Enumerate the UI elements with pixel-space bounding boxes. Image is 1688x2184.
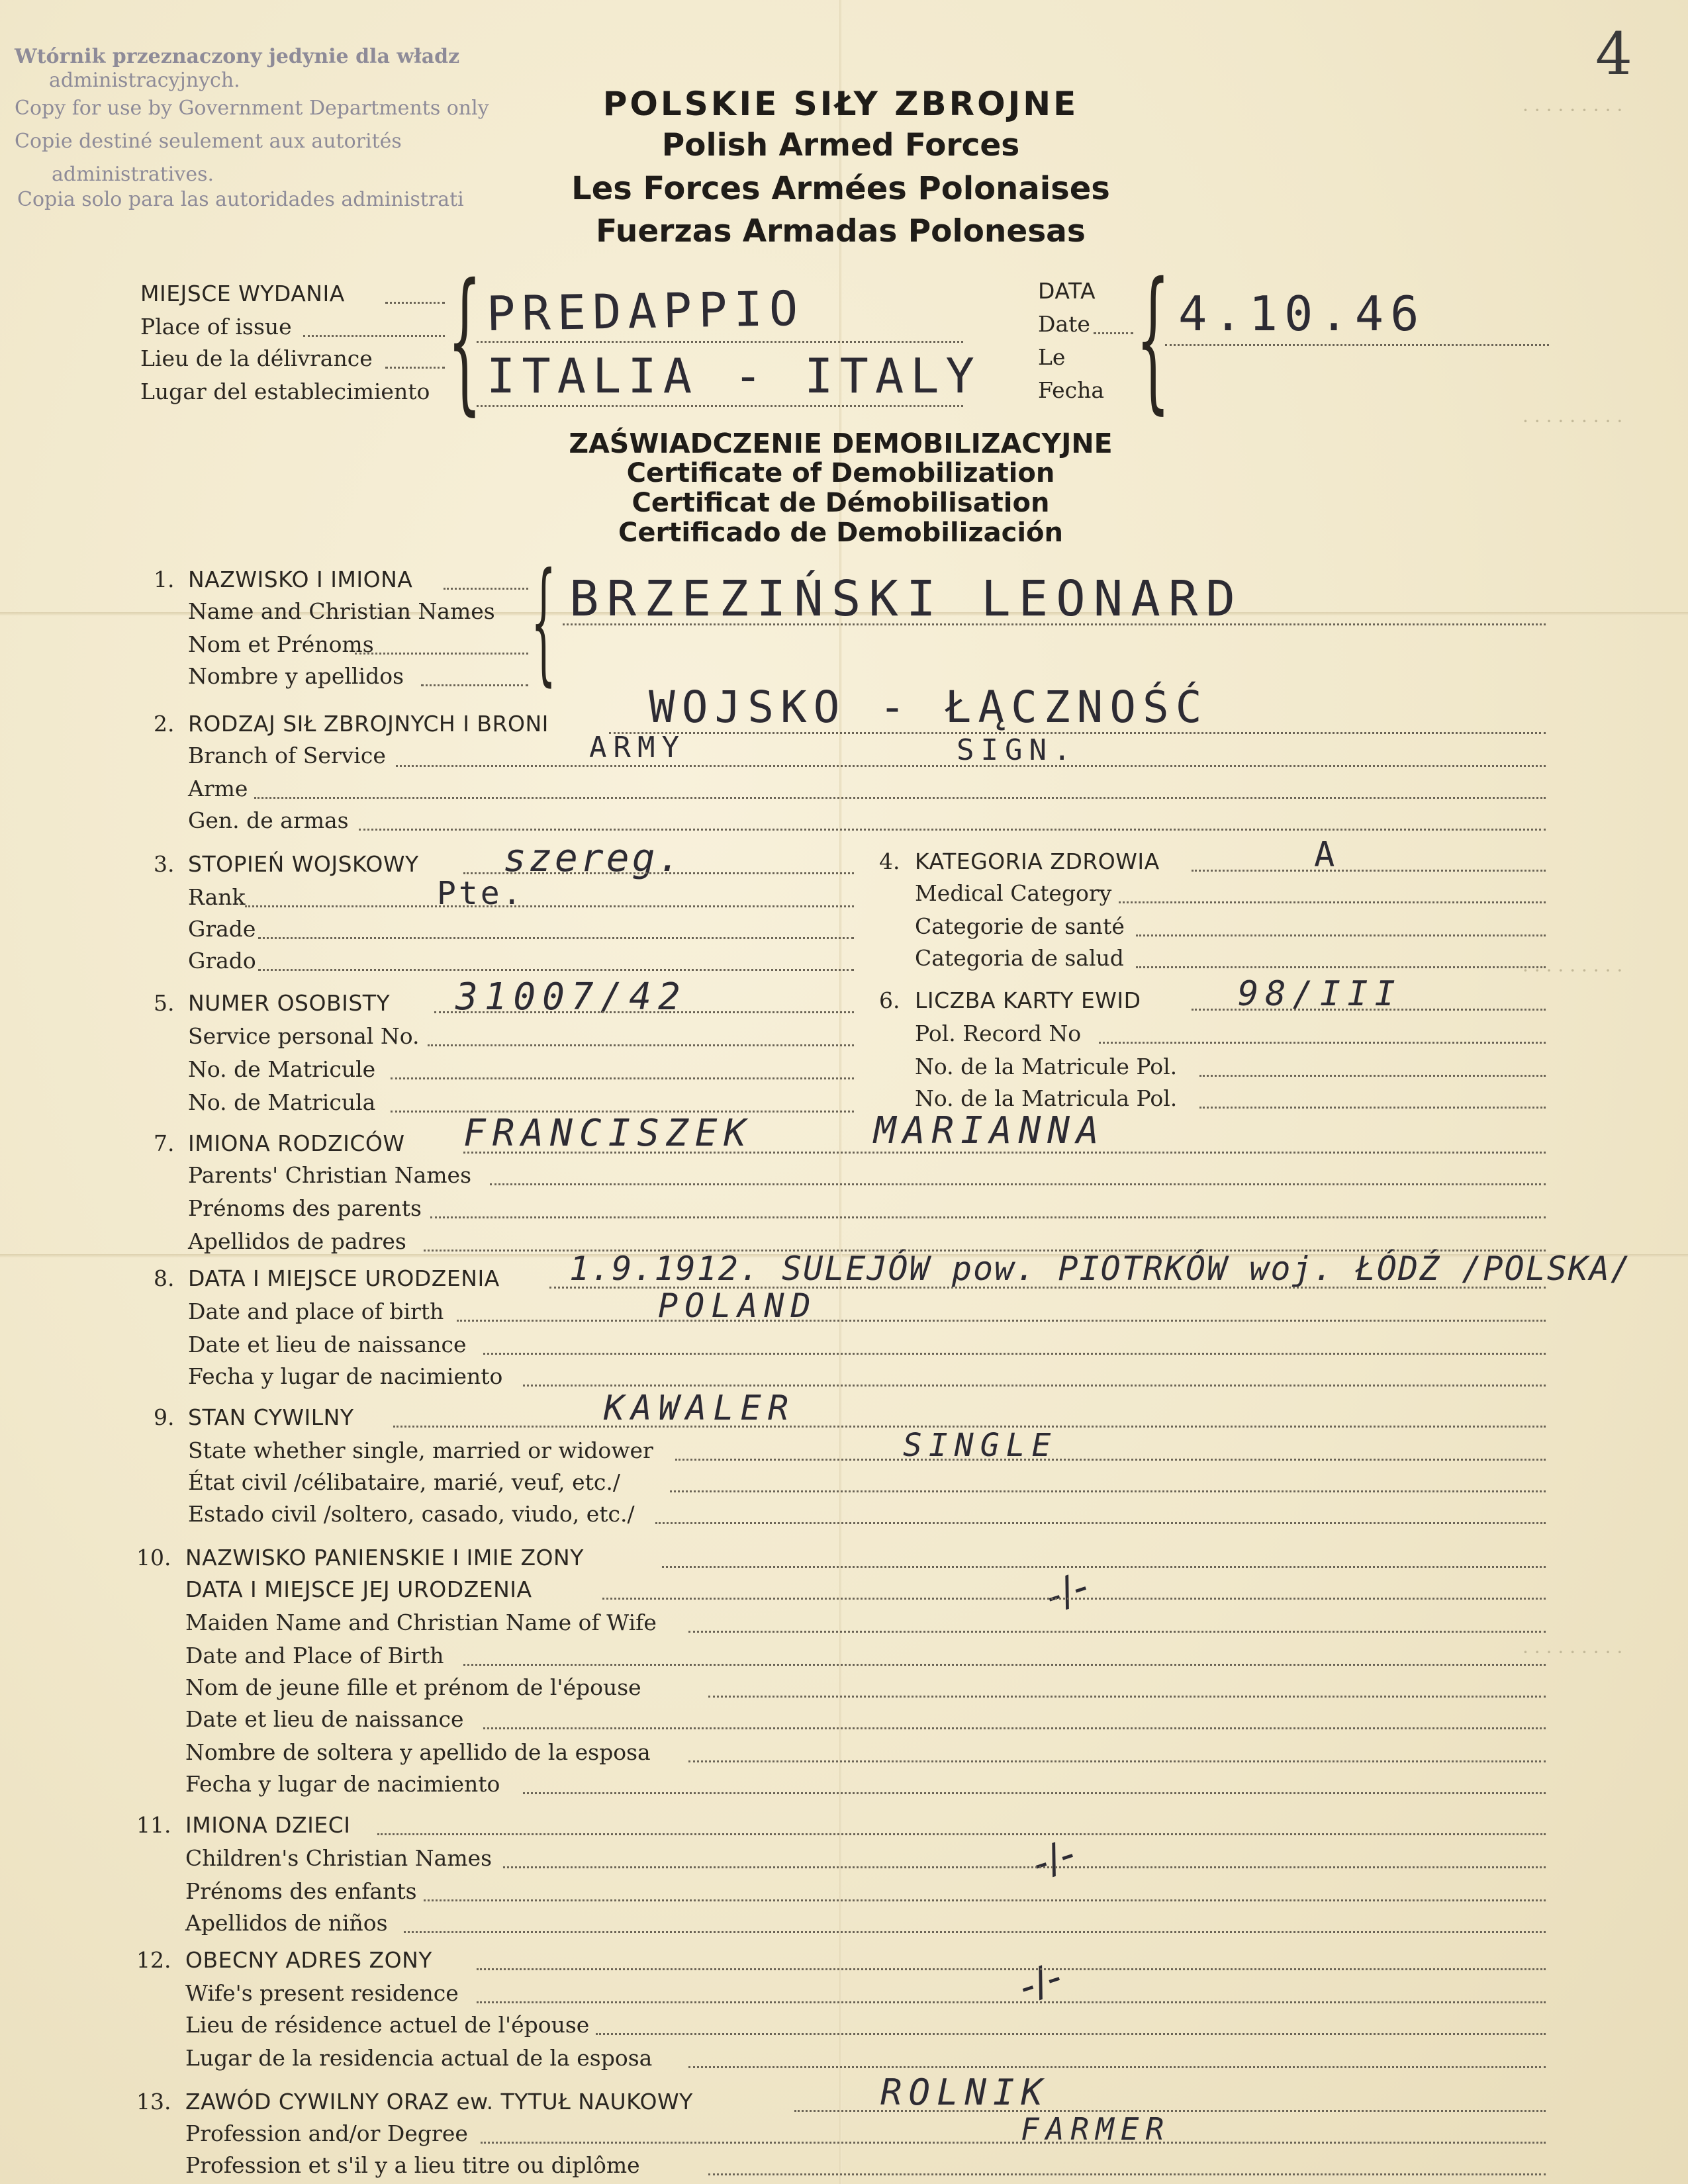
- field-label: Lugar de la residencia actual de la esposa: [185, 2045, 653, 2071]
- field-label: Grado: [188, 948, 256, 974]
- dotted-line: [245, 905, 854, 907]
- brace: {: [531, 545, 557, 699]
- field-label: MIEJSCE WYDANIA: [140, 281, 345, 306]
- dotted-line: [385, 302, 445, 304]
- field-number: 13.: [136, 2089, 171, 2115]
- field-label: DATA I MIEJSCE JEJ URODZENIA: [185, 1576, 532, 1602]
- branch-handwritten-english-1: ARMY: [589, 731, 686, 764]
- dotted-line: [421, 684, 528, 686]
- field-label: Lieu de résidence actuel de l'épouse: [185, 2012, 590, 2038]
- medical-category-handwritten: A: [1314, 835, 1342, 875]
- dotted-line: [602, 1598, 1546, 1600]
- field-label: NUMER OSOBISTY: [188, 990, 391, 1016]
- field-number: 9.: [154, 1404, 175, 1430]
- field-number: 5.: [154, 990, 175, 1016]
- field-label: DATA I MIEJSCE URODZENIA: [188, 1265, 500, 1291]
- paper-fold: [839, 0, 842, 2184]
- field-label: STOPIEŃ WOJSKOWY: [188, 851, 419, 877]
- dotted-line: [254, 797, 1546, 799]
- dotted-line: [483, 1353, 1546, 1355]
- not-applicable-mark: -/-: [1013, 1953, 1068, 2011]
- field-label: Pol. Record No: [915, 1021, 1082, 1046]
- marital-status-handwritten-english: SINGLE: [903, 1427, 1058, 1464]
- field-label: Estado civil /soltero, casado, viudo, etc./: [188, 1501, 635, 1527]
- dotted-line: [662, 1566, 1546, 1568]
- place-handwritten: PREDAPPIO: [486, 280, 805, 342]
- birth-country-handwritten: POLAND: [658, 1287, 818, 1325]
- field-label: Place of issue: [140, 314, 292, 340]
- certificate-title-english: Certificate of Demobilization: [626, 458, 1055, 488]
- not-applicable-mark: -/-: [1026, 1830, 1081, 1888]
- field-label: Prénoms des parents: [188, 1195, 422, 1221]
- dotted-line: [444, 588, 528, 590]
- field-label: Gen. de armas: [188, 807, 349, 833]
- dotted-line: [794, 2110, 1546, 2112]
- dotted-line: [355, 653, 528, 655]
- field-label: Fecha: [1038, 377, 1105, 403]
- dotted-line: [503, 1866, 1546, 1868]
- dotted-line: [428, 1044, 854, 1046]
- field-label: No. de Matricule: [188, 1056, 376, 1082]
- dotted-line: [1136, 966, 1546, 968]
- field-label: NAZWISKO PANIENSKIE I IMIE ZONY: [185, 1545, 584, 1570]
- field-number: 1.: [154, 567, 175, 592]
- field-label: Lieu de la délivrance: [140, 345, 373, 371]
- field-label: Categoria de salud: [915, 945, 1124, 971]
- field-number: 3.: [154, 851, 175, 877]
- dotted-line: [463, 872, 854, 874]
- dotted-line: [523, 1792, 1546, 1794]
- field-label: Nombre de soltera y apellido de la esposa: [185, 1739, 651, 1765]
- record-number-handwritten: 98/III: [1238, 974, 1402, 1014]
- dotted-line: [457, 1320, 1546, 1322]
- stamp-line: Wtórnik przeznaczony jedynie dla władz: [15, 45, 460, 68]
- field-label: Parents' Christian Names: [188, 1162, 472, 1188]
- dotted-line: [258, 969, 854, 971]
- bleed-through: · · · · · · · · ·: [1523, 99, 1623, 121]
- dotted-line: [481, 2142, 1546, 2144]
- field-label: KATEGORIA ZDROWIA: [915, 848, 1160, 874]
- dotted-line: [396, 765, 1546, 767]
- bleed-through: · · · · · · · · ·: [1523, 960, 1623, 981]
- dotted-line: [477, 1968, 1546, 1970]
- field-label: État civil /célibataire, marié, veuf, etc./: [188, 1469, 620, 1495]
- not-applicable-mark: -/-: [1039, 1563, 1094, 1621]
- dotted-line: [490, 1183, 1546, 1185]
- dotted-line: [688, 1760, 1546, 1762]
- dotted-line: [688, 2066, 1546, 2068]
- field-label: Profession et s'il y a lieu titre ou diplôme: [185, 2152, 640, 2178]
- dotted-line: [688, 1631, 1546, 1633]
- field-label: ZAWÓD CYWILNY ORAZ ew. TYTUŁ NAUKOWY: [185, 2089, 693, 2115]
- field-label: No. de la Matricula Pol.: [915, 1085, 1178, 1111]
- stamp-line: administratives.: [52, 163, 214, 186]
- stamp-line: Copia solo para las autoridades administrati: [17, 188, 464, 211]
- field-label: IMIONA DZIECI: [185, 1812, 351, 1838]
- dotted-line: [549, 1287, 1546, 1289]
- father-name-handwritten: FRANCISZEK: [463, 1112, 753, 1155]
- profession-handwritten-english: FARMER: [1021, 2111, 1171, 2147]
- field-label: IMIONA RODZICÓW: [188, 1130, 405, 1156]
- field-label: Date and Place of Birth: [185, 1643, 444, 1668]
- field-label: Fecha y lugar de nacimiento: [188, 1363, 503, 1389]
- dotted-line: [430, 1216, 1546, 1218]
- mother-name-handwritten: MARIANNA: [874, 1109, 1105, 1152]
- dotted-line: [1094, 332, 1133, 334]
- bleed-through: · · · · · · · · ·: [1523, 410, 1623, 432]
- field-label: Service personal No.: [188, 1023, 420, 1049]
- field-label: No. de la Matricule Pol.: [915, 1054, 1178, 1079]
- dotted-line: [1192, 870, 1546, 872]
- dotted-line: [563, 623, 1546, 625]
- dotted-line: [609, 732, 1546, 734]
- field-label: Date and place of birth: [188, 1298, 444, 1324]
- header-spanish: Fuerzas Armadas Polonesas: [596, 213, 1086, 250]
- dotted-line: [393, 1426, 1546, 1428]
- brace: {: [447, 251, 482, 430]
- header-polish: POLSKIE SIŁY ZBROJNE: [602, 85, 1079, 123]
- field-label: Children's Christian Names: [185, 1845, 492, 1871]
- dotted-line: [708, 1696, 1546, 1698]
- field-label: Le: [1038, 344, 1066, 370]
- dotted-line: [655, 1522, 1546, 1524]
- field-label: Medical Category: [915, 880, 1112, 906]
- dotted-line: [477, 2001, 1546, 2003]
- field-number: 11.: [136, 1812, 171, 1838]
- field-label: Prénoms des enfants: [185, 1878, 417, 1904]
- stamp-line: Copie destiné seulement aux autorités: [15, 130, 402, 153]
- dotted-line: [385, 367, 445, 369]
- field-label: Lugar del establecimiento: [140, 379, 430, 404]
- field-label: State whether single, married or widower: [188, 1437, 653, 1463]
- dotted-line: [1192, 1009, 1546, 1011]
- dotted-line: [463, 1664, 1546, 1666]
- field-number: 6.: [879, 987, 900, 1013]
- field-label: OBECNY ADRES ZONY: [185, 1947, 432, 1973]
- dotted-line: [675, 1459, 1546, 1461]
- certificate-title-polish: ZAŚWIADCZENIE DEMOBILIZACYJNE: [569, 428, 1113, 459]
- dotted-line: [391, 1077, 854, 1079]
- dotted-line: [483, 1727, 1546, 1729]
- dotted-line: [404, 1931, 1546, 1933]
- field-label: Grade: [188, 916, 256, 942]
- bleed-through: · · · · · · · · ·: [1523, 1641, 1623, 1663]
- field-label: Branch of Service: [188, 743, 386, 768]
- dotted-line: [1099, 1042, 1546, 1044]
- field-label: Name and Christian Names: [188, 598, 495, 624]
- dotted-line: [463, 1152, 1546, 1154]
- corner-handwritten-mark: 4: [1595, 20, 1632, 88]
- dotted-line: [670, 1490, 1546, 1492]
- field-label: RODZAJ SIŁ ZBROJNYCH I BRONI: [188, 711, 549, 737]
- field-number: 10.: [136, 1545, 171, 1570]
- brace: {: [1136, 250, 1170, 428]
- dotted-line: [477, 405, 963, 407]
- field-label: Fecha y lugar de nacimiento: [185, 1771, 500, 1797]
- dotted-line: [303, 335, 445, 337]
- dotted-line: [1119, 901, 1546, 903]
- marital-status-handwritten-polish: KAWALER: [604, 1388, 796, 1428]
- stamp-line: Copy for use by Government Departments only: [15, 97, 489, 120]
- field-label: Arme: [188, 776, 248, 801]
- field-label: Maiden Name and Christian Name of Wife: [185, 1610, 657, 1635]
- field-label: Categorie de santé: [915, 913, 1125, 939]
- field-label: Nombre y apellidos: [188, 663, 404, 689]
- field-label: NAZWISKO I IMIONA: [188, 567, 413, 592]
- branch-handwritten-polish: WOJSKO - ŁĄCZNOŚĆ: [649, 682, 1209, 733]
- field-label: Nom de jeune fille et prénom de l'épouse: [185, 1674, 641, 1700]
- dotted-line: [1199, 1075, 1546, 1077]
- branch-handwritten-english-2: SIGN.: [957, 733, 1078, 767]
- dotted-line: [1199, 1107, 1546, 1109]
- dotted-line: [708, 2173, 1546, 2175]
- dotted-line: [434, 1011, 854, 1013]
- field-label: STAN CYWILNY: [188, 1404, 354, 1430]
- field-number: 7.: [154, 1130, 175, 1156]
- rank-handwritten-polish: szereg.: [503, 835, 684, 880]
- field-number: 8.: [154, 1265, 175, 1291]
- dotted-line: [1136, 934, 1546, 936]
- service-number-handwritten: 31007/42: [455, 976, 687, 1019]
- field-label: DATA: [1038, 278, 1096, 304]
- field-label: Rank: [188, 884, 246, 910]
- field-label: Apellidos de niños: [185, 1910, 388, 1936]
- dotted-line: [523, 1385, 1546, 1387]
- dotted-line: [424, 1899, 1546, 1901]
- field-label: Nom et Prénoms: [188, 631, 374, 657]
- stamp-line: administracyjnych.: [49, 69, 240, 92]
- birth-handwritten: 1.9.1912. SULEJÓW pow. PIOTRKÓW woj. ŁÓDŹ /POLSKA/: [569, 1250, 1632, 1288]
- name-handwritten: BRZEZIŃSKI LEONARD: [569, 570, 1243, 627]
- field-label: Profession and/or Degree: [185, 2120, 468, 2146]
- profession-handwritten-polish: ROLNIK: [880, 2071, 1050, 2113]
- field-label: Date et lieu de naissance: [188, 1332, 467, 1357]
- field-label: Date et lieu de naissance: [185, 1706, 464, 1732]
- country-handwritten: ITALIA - ITALY: [487, 348, 981, 404]
- certificate-title-french: Certificat de Démobilisation: [632, 488, 1050, 518]
- field-number: 12.: [136, 1947, 171, 1973]
- field-number: 4.: [879, 848, 900, 874]
- field-label: Apellidos de padres: [188, 1228, 406, 1254]
- field-label: LICZBA KARTY EWID: [915, 987, 1141, 1013]
- field-label: No. de Matricula: [188, 1089, 376, 1115]
- date-handwritten: 4.10.46: [1178, 286, 1426, 341]
- field-label: Wife's present residence: [185, 1980, 459, 2006]
- dotted-line: [359, 829, 1546, 831]
- dotted-line: [477, 341, 963, 343]
- field-label: Date: [1038, 311, 1090, 337]
- dotted-line: [377, 1833, 1546, 1835]
- field-number: 2.: [154, 711, 175, 737]
- certificate-title-spanish: Certificado de Demobilización: [618, 518, 1064, 548]
- dotted-line: [1165, 344, 1549, 346]
- dotted-line: [596, 2033, 1546, 2035]
- dotted-line: [258, 937, 854, 939]
- rank-handwritten-english: Pte.: [437, 875, 524, 912]
- header-english: Polish Armed Forces: [661, 127, 1020, 163]
- header-french: Les Forces Armées Polonaises: [571, 170, 1110, 207]
